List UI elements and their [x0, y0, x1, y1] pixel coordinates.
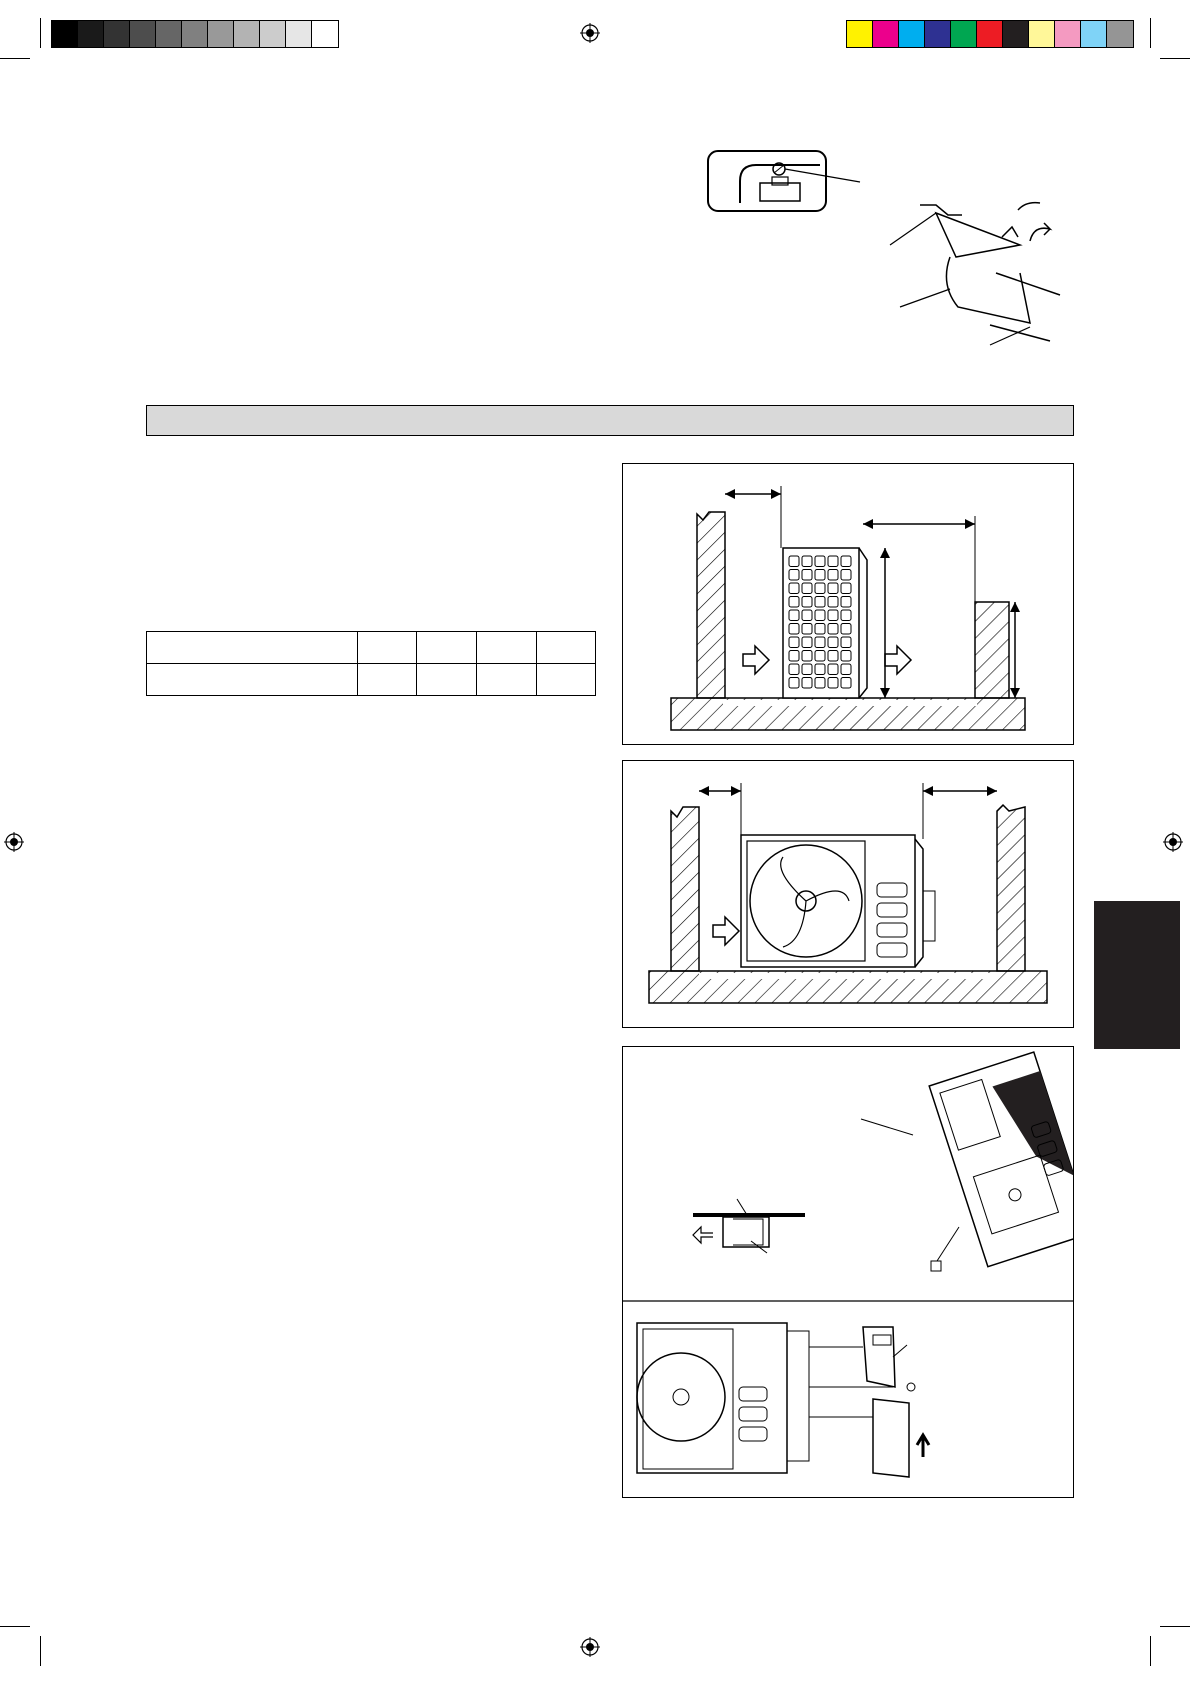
table-cell [147, 632, 358, 664]
table-cell [537, 632, 596, 664]
registration-mark-icon [4, 832, 24, 852]
outdoor-unit-front-clearance-figure [622, 760, 1074, 1028]
color-calibration-bar [846, 20, 1134, 48]
color-swatch [925, 21, 951, 47]
grayscale-swatch [286, 21, 312, 47]
grayscale-swatch [156, 21, 182, 47]
color-swatch [1029, 21, 1055, 47]
outdoor-unit-side-clearance-figure [622, 463, 1074, 745]
grayscale-swatch [104, 21, 130, 47]
color-swatch [1003, 21, 1029, 47]
section-header [146, 405, 1074, 436]
table-cell [477, 632, 537, 664]
grayscale-swatch [260, 21, 286, 47]
table-cell [417, 632, 477, 664]
registration-mark-icon [580, 23, 600, 43]
crop-mark [0, 58, 30, 59]
grayscale-swatch [182, 21, 208, 47]
grayscale-swatch [208, 21, 234, 47]
registration-mark-icon [580, 1637, 600, 1657]
grayscale-swatch [130, 21, 156, 47]
color-swatch [951, 21, 977, 47]
color-swatch [899, 21, 925, 47]
color-swatch [977, 21, 1003, 47]
crop-mark [1150, 18, 1151, 48]
color-swatch [1107, 21, 1133, 47]
table-row [147, 664, 596, 696]
color-swatch [847, 21, 873, 47]
color-swatch [873, 21, 899, 47]
crop-mark [0, 1626, 30, 1627]
table-cell [537, 664, 596, 696]
table-row [147, 632, 596, 664]
grayscale-swatch [52, 21, 78, 47]
table-cell [417, 664, 477, 696]
chapter-tab [1094, 901, 1180, 1049]
crop-mark [1160, 58, 1190, 59]
table-cell [147, 664, 358, 696]
table-cell [357, 664, 417, 696]
clearance-spec-table [146, 631, 596, 696]
grayscale-swatch [234, 21, 260, 47]
crop-mark [1160, 1626, 1190, 1627]
grayscale-swatch [78, 21, 104, 47]
crop-mark [40, 18, 41, 48]
table-cell [477, 664, 537, 696]
color-swatch [1055, 21, 1081, 47]
registration-mark-icon [1163, 832, 1183, 852]
drain-cap-icon [700, 145, 1080, 350]
crop-mark [40, 1636, 41, 1666]
grayscale-calibration-bar [51, 20, 339, 48]
table-cell [357, 632, 417, 664]
grayscale-swatch [312, 21, 338, 47]
crop-mark [1150, 1636, 1151, 1666]
color-swatch [1081, 21, 1107, 47]
drain-and-cover-figure [622, 1046, 1074, 1498]
